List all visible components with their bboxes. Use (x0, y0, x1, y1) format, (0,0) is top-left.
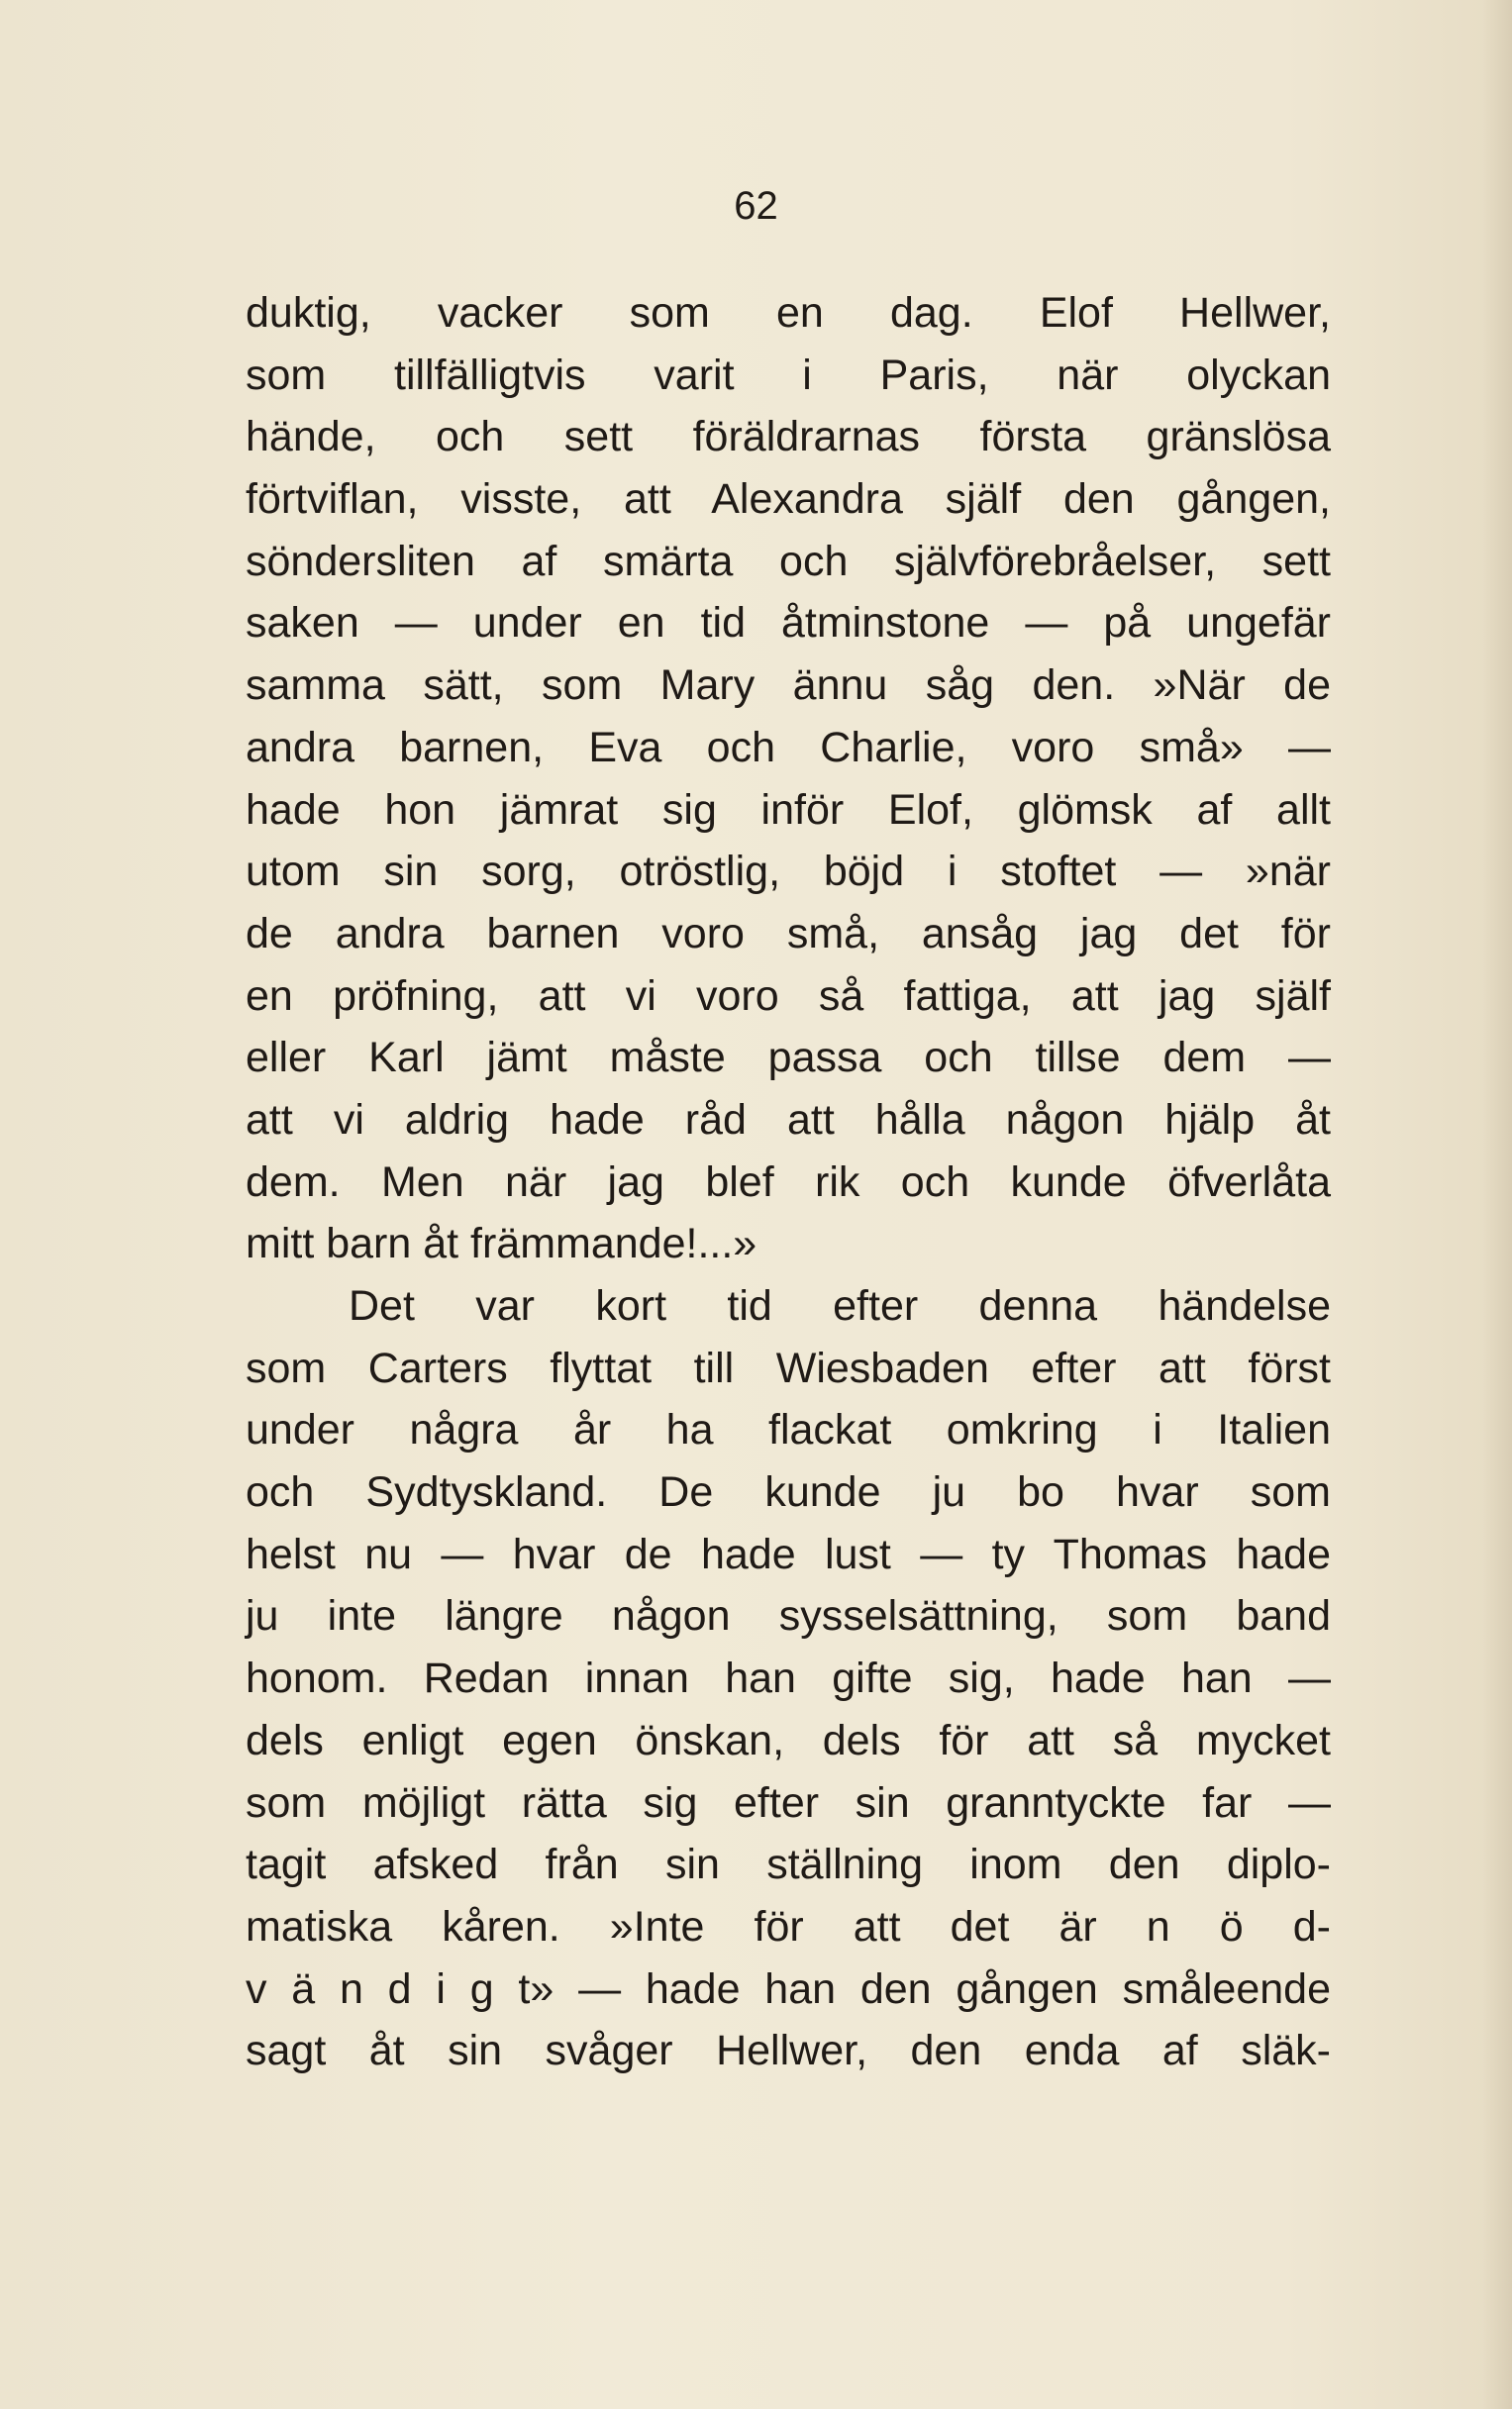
text-line: hade hon jämrat sig inför Elof, glömsk af allt (246, 785, 1331, 834)
text-line: som möjligt rätta sig efter sin granntyckte far — (246, 1778, 1331, 1827)
paragraph-start-line: Det var kort tid efter denna händelse (349, 1282, 1331, 1330)
text-line: ju inte längre någon sysselsättning, som band (246, 1592, 1331, 1641)
paragraph-end-line: mitt barn åt främmande!...» (246, 1220, 757, 1268)
text-line: saken — under en tid åtminstone — på ungefär (246, 599, 1331, 648)
text-line: att vi aldrig hade råd att hålla någon hjälp åt (246, 1095, 1331, 1144)
text-line: v ä n d i g t» — hade han den gången småleende (246, 1964, 1331, 2013)
text-line: dem. Men när jag blef rik och kunde öfverlåta (246, 1157, 1331, 1206)
text-line: som Carters flyttat till Wiesbaden efter att först (246, 1344, 1331, 1392)
text-line: som tillfälligtvis varit i Paris, när olyckan (246, 351, 1331, 399)
text-line: eller Karl jämt måste passa och tillse dem — (246, 1034, 1331, 1082)
text-line: dels enligt egen önskan, dels för att så mycket (246, 1716, 1331, 1764)
text-line: andra barnen, Eva och Charlie, voro små» — (246, 723, 1331, 771)
text-line: förtviflan, visste, att Alexandra själf den gången, (246, 475, 1331, 524)
text-line: under några år ha flackat omkring i Italien (246, 1406, 1331, 1455)
text-line: helst nu — hvar de hade lust — ty Thomas hade (246, 1530, 1331, 1578)
text-line: en pröfning, att vi voro så fattiga, att jag själf (246, 971, 1331, 1020)
text-line: tagit afsked från sin ställning inom den diplo- (246, 1841, 1331, 1889)
text-line: matiska kåren. »Inte för att det är n ö d- (246, 1902, 1331, 1951)
text-line: de andra barnen voro små, ansåg jag det för (246, 909, 1331, 957)
page-edge-shadow (1482, 0, 1512, 2409)
text-line: hände, och sett föräldrarnas första gränslösa (246, 413, 1331, 461)
text-line: duktig, vacker som en dag. Elof Hellwer, (246, 289, 1331, 337)
text-line: sagt åt sin svåger Hellwer, den enda af släk- (246, 2027, 1331, 2075)
page-number: 62 (734, 184, 778, 228)
text-line: utom sin sorg, otröstlig, böjd i stoftet — »när (246, 848, 1331, 896)
text-line: samma sätt, som Mary ännu såg den. »När de (246, 661, 1331, 710)
text-line: och Sydtyskland. De kunde ju bo hvar som (246, 1468, 1331, 1517)
text-line: söndersliten af smärta och självförebråelser, sett (246, 537, 1331, 585)
body-text (246, 282, 1331, 2082)
text-line: honom. Redan innan han gifte sig, hade han — (246, 1655, 1331, 1703)
